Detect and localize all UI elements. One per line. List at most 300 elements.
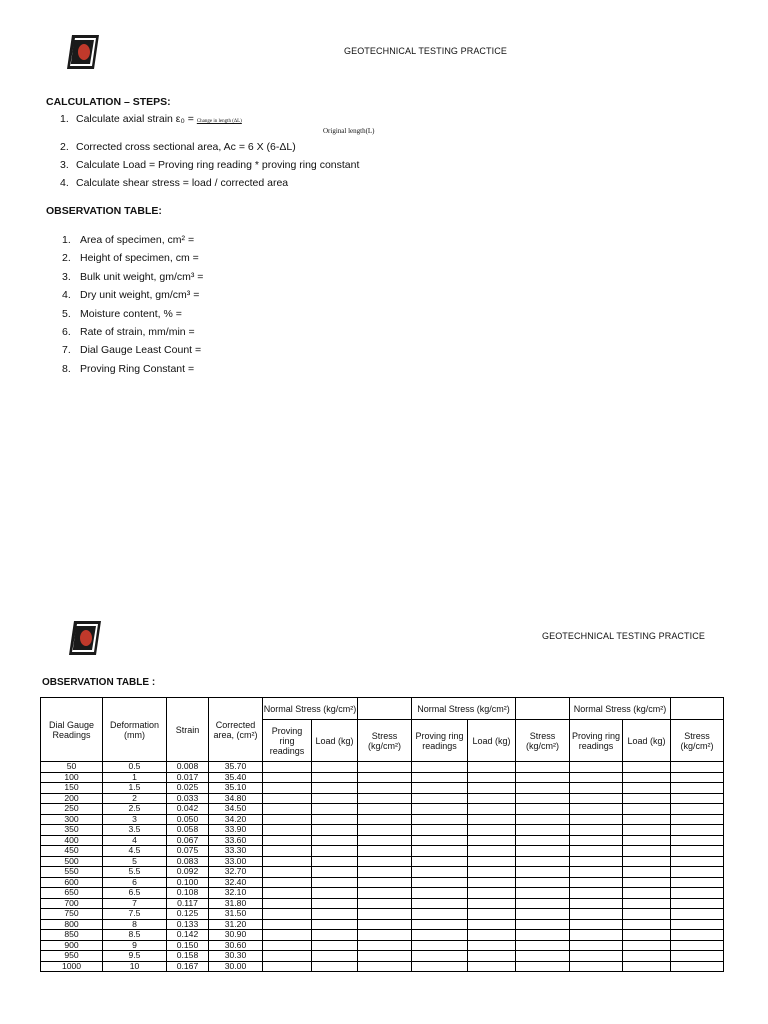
table-cell <box>412 877 468 888</box>
table-cell: 0.075 <box>167 846 209 857</box>
table-cell <box>671 919 724 930</box>
table-cell: 33.60 <box>209 835 263 846</box>
table-cell <box>312 940 358 951</box>
observation-item: 3. Bulk unit weight, gm/cm³ = <box>62 270 204 283</box>
observation-table-heading: OBSERVATION TABLE : <box>42 677 156 688</box>
table-cell <box>671 846 724 857</box>
table-cell: 0.008 <box>167 762 209 773</box>
table-cell: 35.40 <box>209 772 263 783</box>
table-cell <box>623 835 671 846</box>
col-dial-gauge: Dial Gauge Readings <box>41 698 103 762</box>
table-cell <box>516 856 570 867</box>
table-cell <box>358 772 412 783</box>
table-cell <box>468 783 516 794</box>
table-cell <box>570 909 623 920</box>
header-title: GEOTECHNICAL TESTING PRACTICE <box>344 46 507 56</box>
table-cell: 9.5 <box>103 951 167 962</box>
table-cell <box>671 835 724 846</box>
table-cell: 2.5 <box>103 804 167 815</box>
table-cell <box>671 898 724 909</box>
table-row <box>41 898 724 909</box>
table-cell <box>263 951 312 962</box>
table-cell <box>412 783 468 794</box>
table-cell: 0.058 <box>167 825 209 836</box>
table-cell: 0.125 <box>167 909 209 920</box>
table-cell <box>570 825 623 836</box>
table-cell: 33.90 <box>209 825 263 836</box>
table-cell: 6.5 <box>103 888 167 899</box>
table-cell: 750 <box>41 909 103 920</box>
table-cell: 4 <box>103 835 167 846</box>
table-cell <box>468 825 516 836</box>
table-cell <box>516 762 570 773</box>
table-cell <box>412 804 468 815</box>
table-cell <box>263 898 312 909</box>
table-cell: 33.00 <box>209 856 263 867</box>
table-cell <box>516 825 570 836</box>
table-cell: 34.80 <box>209 793 263 804</box>
table-cell <box>468 909 516 920</box>
table-cell: 600 <box>41 877 103 888</box>
table-cell: 30.90 <box>209 930 263 941</box>
table-cell <box>623 856 671 867</box>
table-cell <box>671 804 724 815</box>
table-cell <box>263 814 312 825</box>
table-cell <box>516 783 570 794</box>
table-cell <box>412 762 468 773</box>
table-cell <box>516 930 570 941</box>
table-cell <box>263 919 312 930</box>
table-cell <box>358 909 412 920</box>
table-cell: 35.70 <box>209 762 263 773</box>
table-cell: 150 <box>41 783 103 794</box>
table-cell: 32.10 <box>209 888 263 899</box>
table-cell: 450 <box>41 846 103 857</box>
table-cell: 35.10 <box>209 783 263 794</box>
table-cell <box>623 772 671 783</box>
observation-item: 7. Dial Gauge Least Count = <box>62 344 202 357</box>
table-cell <box>570 856 623 867</box>
table-cell <box>312 919 358 930</box>
table-cell: 34.50 <box>209 804 263 815</box>
table-cell: 0.017 <box>167 772 209 783</box>
sub-load-1: Load (kg) <box>312 720 358 762</box>
table-cell <box>671 825 724 836</box>
table-cell <box>623 919 671 930</box>
table-cell <box>516 867 570 878</box>
table-cell: 300 <box>41 814 103 825</box>
table-cell <box>312 835 358 846</box>
table-cell: 850 <box>41 930 103 941</box>
table-row <box>41 951 724 962</box>
table-cell <box>623 846 671 857</box>
table-row <box>41 846 724 857</box>
col-deformation: Deformation (mm) <box>103 698 167 762</box>
table-cell <box>671 961 724 972</box>
table-cell: 0.150 <box>167 940 209 951</box>
table-cell <box>671 772 724 783</box>
table-cell <box>468 762 516 773</box>
table-cell <box>468 898 516 909</box>
table-cell <box>358 856 412 867</box>
table-cell <box>358 888 412 899</box>
table-cell <box>412 930 468 941</box>
table-cell <box>263 867 312 878</box>
table-cell <box>516 814 570 825</box>
group-normal-stress-3: Normal Stress (kg/cm²) <box>570 698 671 720</box>
table-cell: 32.40 <box>209 877 263 888</box>
table-cell <box>516 961 570 972</box>
table-cell <box>468 835 516 846</box>
sub-proving-2: Proving ring readings <box>412 720 468 762</box>
table-cell <box>358 804 412 815</box>
table-cell: 8 <box>103 919 167 930</box>
table-cell <box>570 888 623 899</box>
table-cell <box>358 825 412 836</box>
table-cell <box>412 835 468 846</box>
table-cell <box>312 961 358 972</box>
table-cell <box>358 846 412 857</box>
table-cell <box>671 877 724 888</box>
table-cell <box>623 898 671 909</box>
table-cell <box>263 930 312 941</box>
table-cell: 6 <box>103 877 167 888</box>
table-row <box>41 762 724 773</box>
fraction-numerator: Change in length (ΔL) <box>196 119 242 124</box>
table-cell <box>312 867 358 878</box>
table-cell: 550 <box>41 867 103 878</box>
table-cell: 34.20 <box>209 814 263 825</box>
table-cell <box>570 793 623 804</box>
table-cell: 3 <box>103 814 167 825</box>
table-cell: 0.5 <box>103 762 167 773</box>
col-strain: Strain <box>167 698 209 762</box>
table-cell <box>570 919 623 930</box>
table-cell <box>263 825 312 836</box>
table-cell <box>312 930 358 941</box>
table-cell <box>358 793 412 804</box>
table-row <box>41 909 724 920</box>
table-cell <box>468 814 516 825</box>
table-cell <box>516 877 570 888</box>
step-4: 4. Calculate shear stress = load / corrected area <box>60 177 289 189</box>
table-cell: 0.100 <box>167 877 209 888</box>
sub-stress-3: Stress (kg/cm²) <box>671 720 724 762</box>
table-cell <box>570 930 623 941</box>
table-cell <box>623 783 671 794</box>
table-cell: 0.067 <box>167 835 209 846</box>
table-row <box>41 961 724 972</box>
table-cell <box>312 814 358 825</box>
table-row <box>41 772 724 783</box>
table-cell <box>358 814 412 825</box>
table-cell <box>358 951 412 962</box>
table-cell <box>623 961 671 972</box>
table-cell: 0.108 <box>167 888 209 899</box>
table-cell: 250 <box>41 804 103 815</box>
table-cell: 650 <box>41 888 103 899</box>
group-normal-stress-2: Normal Stress (kg/cm²) <box>412 698 516 720</box>
table-cell <box>412 961 468 972</box>
table-cell <box>312 877 358 888</box>
table-cell: 0.025 <box>167 783 209 794</box>
step-3: 3. Calculate Load = Proving ring reading * proving ring constant <box>60 159 360 171</box>
table-cell: 31.20 <box>209 919 263 930</box>
table-cell <box>570 951 623 962</box>
table-cell <box>358 867 412 878</box>
table-cell <box>263 888 312 899</box>
table-cell <box>468 856 516 867</box>
table-cell <box>623 762 671 773</box>
table-cell: 0.050 <box>167 814 209 825</box>
table-cell <box>671 930 724 941</box>
table-cell <box>358 783 412 794</box>
observation-item: 4. Dry unit weight, gm/cm³ = <box>62 289 200 302</box>
step-2: 2. Corrected cross sectional area, Aᴄ = 6 X (6-ΔL) <box>60 141 296 153</box>
table-cell <box>468 804 516 815</box>
table-cell: 1000 <box>41 961 103 972</box>
table-cell: 4.5 <box>103 846 167 857</box>
table-cell <box>623 825 671 836</box>
table-cell <box>570 762 623 773</box>
table-cell <box>412 867 468 878</box>
table-cell <box>468 772 516 783</box>
table-cell <box>516 804 570 815</box>
table-cell <box>312 783 358 794</box>
table-cell <box>516 835 570 846</box>
table-cell <box>516 909 570 920</box>
institution-logo-2 <box>68 620 102 661</box>
table-cell <box>671 814 724 825</box>
table-cell <box>358 877 412 888</box>
table-cell <box>468 867 516 878</box>
table-cell <box>623 867 671 878</box>
table-cell: 2 <box>103 793 167 804</box>
table-cell <box>516 898 570 909</box>
table-cell <box>412 814 468 825</box>
table-cell <box>516 951 570 962</box>
table-cell <box>263 783 312 794</box>
table-cell <box>468 951 516 962</box>
table-cell <box>412 909 468 920</box>
table-cell <box>570 804 623 815</box>
group-normal-stress-1: Normal Stress (kg/cm²) <box>263 698 358 720</box>
table-cell: 0.158 <box>167 951 209 962</box>
table-cell <box>312 909 358 920</box>
observation-heading: OBSERVATION TABLE: <box>46 205 162 217</box>
table-cell <box>570 772 623 783</box>
table-cell <box>358 940 412 951</box>
table-cell <box>263 877 312 888</box>
table-cell <box>468 961 516 972</box>
table-row <box>41 814 724 825</box>
table-cell <box>516 888 570 899</box>
table-cell <box>312 762 358 773</box>
table-cell <box>671 762 724 773</box>
observation-item: 5. Moisture content, % = <box>62 307 182 320</box>
table-cell <box>570 835 623 846</box>
group-blank-1 <box>358 698 412 720</box>
observation-item: 6. Rate of strain, mm/min = <box>62 326 195 338</box>
table-cell <box>412 856 468 867</box>
table-cell <box>358 961 412 972</box>
table-cell <box>263 961 312 972</box>
table-cell <box>516 846 570 857</box>
table-cell: 32.70 <box>209 867 263 878</box>
table-cell <box>570 814 623 825</box>
table-cell: 7 <box>103 898 167 909</box>
table-cell <box>358 762 412 773</box>
table-row <box>41 825 724 836</box>
table-cell: 0.042 <box>167 804 209 815</box>
table-cell <box>623 930 671 941</box>
table-cell: 350 <box>41 825 103 836</box>
table-cell <box>263 909 312 920</box>
table-cell <box>312 951 358 962</box>
table-cell <box>671 856 724 867</box>
observation-item: 8. Proving Ring Constant = <box>62 362 195 375</box>
table-cell: 7.5 <box>103 909 167 920</box>
table-cell <box>412 919 468 930</box>
table-row <box>41 877 724 888</box>
table-row <box>41 793 724 804</box>
table-cell <box>468 940 516 951</box>
table-cell <box>671 940 724 951</box>
table-cell <box>623 793 671 804</box>
table-row <box>41 804 724 815</box>
table-cell <box>263 772 312 783</box>
table-cell <box>312 846 358 857</box>
table-cell: 0.092 <box>167 867 209 878</box>
table-cell <box>358 919 412 930</box>
table-cell <box>623 888 671 899</box>
table-cell <box>468 888 516 899</box>
table-row <box>41 930 724 941</box>
fraction-denominator: Original length(L) <box>323 127 375 135</box>
table-cell <box>312 804 358 815</box>
table-cell <box>570 940 623 951</box>
table-cell <box>468 793 516 804</box>
table-cell: 31.80 <box>209 898 263 909</box>
table-row <box>41 940 724 951</box>
table-cell <box>570 961 623 972</box>
table-cell: 30.30 <box>209 951 263 962</box>
calculation-heading: CALCULATION – STEPS: <box>46 96 171 108</box>
table-cell <box>312 898 358 909</box>
table-cell <box>312 856 358 867</box>
table-cell: 900 <box>41 940 103 951</box>
table-cell <box>412 825 468 836</box>
table-cell <box>623 951 671 962</box>
table-cell: 1.5 <box>103 783 167 794</box>
table-cell <box>468 919 516 930</box>
table-cell: 1 <box>103 772 167 783</box>
table-cell <box>412 940 468 951</box>
table-cell <box>671 867 724 878</box>
table-cell <box>671 888 724 899</box>
table-cell <box>570 877 623 888</box>
table-cell: 800 <box>41 919 103 930</box>
table-cell <box>312 772 358 783</box>
table-cell: 200 <box>41 793 103 804</box>
table-cell <box>516 772 570 783</box>
table-cell <box>570 898 623 909</box>
col-corrected-area: Corrected area, (cm²) <box>209 698 263 762</box>
table-cell: 3.5 <box>103 825 167 836</box>
table-cell: 33.30 <box>209 846 263 857</box>
observation-item: 1. Area of specimen, cm² = <box>62 234 195 246</box>
table-cell <box>312 793 358 804</box>
table-cell: 9 <box>103 940 167 951</box>
table-cell <box>516 793 570 804</box>
table-cell <box>358 835 412 846</box>
table-cell: 0.117 <box>167 898 209 909</box>
table-cell: 100 <box>41 772 103 783</box>
table-cell <box>412 846 468 857</box>
table-cell <box>516 940 570 951</box>
table-cell <box>263 804 312 815</box>
table-cell <box>263 940 312 951</box>
observation-item: 2. Height of specimen, cm = <box>62 252 199 265</box>
table-cell <box>312 825 358 836</box>
header-title-2: GEOTECHNICAL TESTING PRACTICE <box>542 631 705 641</box>
table-cell: 30.60 <box>209 940 263 951</box>
group-blank-2 <box>516 698 570 720</box>
table-cell <box>468 930 516 941</box>
table-row <box>41 919 724 930</box>
table-row <box>41 783 724 794</box>
table-cell <box>623 940 671 951</box>
table-cell: 700 <box>41 898 103 909</box>
step-1: 1. Calculate axial strain ε₀ = Change in length (ΔL) <box>60 113 242 125</box>
sub-load-3: Load (kg) <box>623 720 671 762</box>
table-cell: 0.083 <box>167 856 209 867</box>
table-cell <box>263 846 312 857</box>
table-cell <box>671 909 724 920</box>
sub-proving-3: Proving ring readings <box>570 720 623 762</box>
table-cell <box>412 793 468 804</box>
table-cell: 5 <box>103 856 167 867</box>
table-cell <box>263 856 312 867</box>
sub-proving-1: Proving ring readings <box>263 720 312 762</box>
table-cell <box>623 909 671 920</box>
table-cell <box>412 951 468 962</box>
table-cell <box>570 783 623 794</box>
table-cell <box>312 888 358 899</box>
table-cell: 0.142 <box>167 930 209 941</box>
table-cell: 0.167 <box>167 961 209 972</box>
table-cell: 950 <box>41 951 103 962</box>
table-cell: 31.50 <box>209 909 263 920</box>
table-cell <box>671 783 724 794</box>
sub-stress-1: Stress (kg/cm²) <box>358 720 412 762</box>
table-cell <box>358 898 412 909</box>
table-cell: 0.133 <box>167 919 209 930</box>
table-cell: 30.00 <box>209 961 263 972</box>
table-cell <box>263 835 312 846</box>
table-cell: 8.5 <box>103 930 167 941</box>
table-cell: 10 <box>103 961 167 972</box>
table-cell <box>263 762 312 773</box>
table-cell: 500 <box>41 856 103 867</box>
table-cell <box>468 846 516 857</box>
table-cell <box>671 793 724 804</box>
table-cell <box>623 804 671 815</box>
table-cell <box>412 772 468 783</box>
table-cell <box>516 919 570 930</box>
table-cell <box>263 793 312 804</box>
observation-table <box>40 697 724 972</box>
